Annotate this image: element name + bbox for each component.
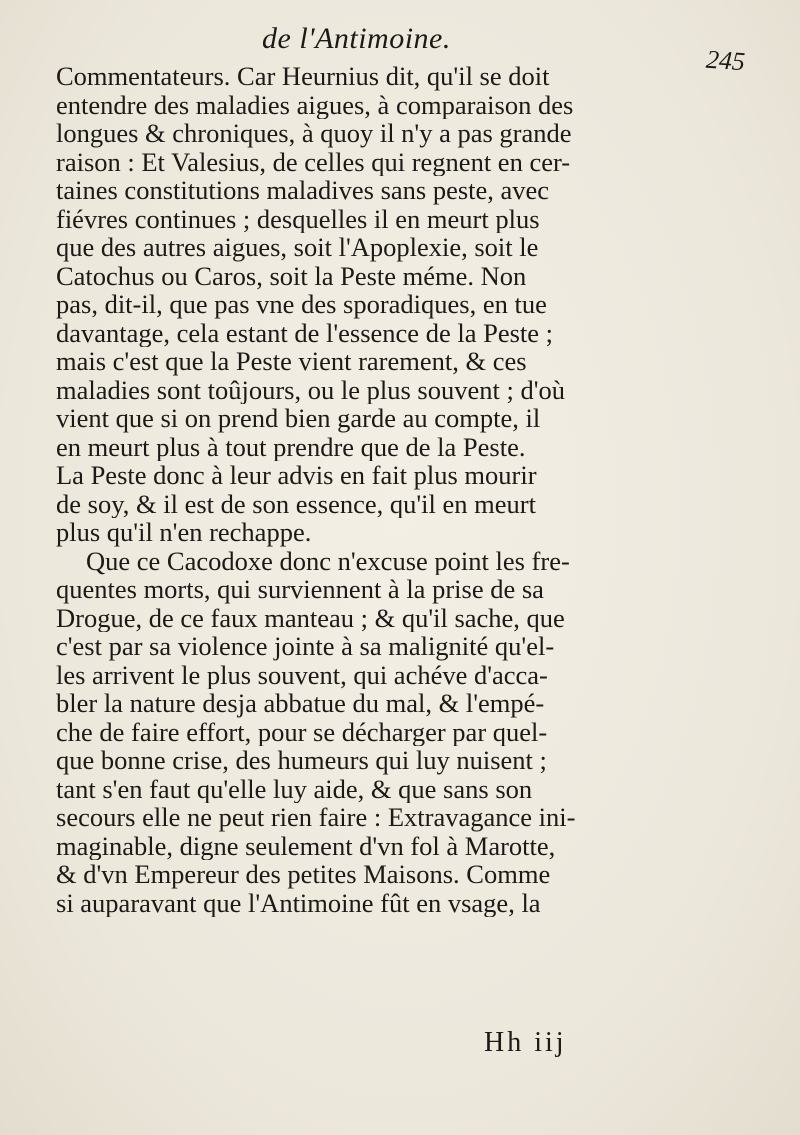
text-line: pas, dit-il, que pas vne des sporadiques, en tue (56, 290, 547, 319)
text-line: si auparavant que l'Antimoine fût en vsage, la (56, 888, 541, 917)
page-number: 245 (705, 44, 746, 77)
text-line: Catochus ou Caros, soit la Peste méme. Non (56, 261, 527, 290)
text-line: che de faire effort, pour se décharger par quel- (56, 717, 548, 746)
text-line: La Peste donc à leur advis en fait plus mourir (56, 461, 537, 490)
text-line: tant s'en faut qu'elle luy aide, & que sans son (56, 774, 533, 803)
text-line: mais c'est que la Peste vient rarement, & ces (56, 347, 527, 376)
text-line: vient que si on prend bien garde au compte, il (56, 404, 541, 433)
text-line: c'est par sa violence jointe à sa malignité qu'el- (56, 632, 555, 661)
paragraph (56, 62, 760, 547)
text-line: Drogue, de ce faux manteau ; & qu'il sache, que (56, 603, 565, 632)
text-line: que des autres aigues, soit l'Apoplexie, soit le (56, 233, 539, 262)
text-line: maginable, digne seulement d'vn fol à Marotte, (56, 831, 556, 860)
text-line: davantage, cela estant de l'essence de la Peste ; (56, 318, 554, 347)
text-line: les arrivent le plus souvent, qui achéve d'acca- (56, 660, 548, 689)
text-line: longues & chroniques, à quoy il n'y a pas grande (56, 119, 572, 148)
text-line: Commentateurs. Car Heurnius dit, qu'il se doit (56, 62, 550, 91)
paragraph (56, 547, 760, 918)
text-line: taines constitutions maladives sans peste, avec (56, 176, 550, 205)
text-line: Que ce Cacodoxe donc n'excuse point les fre- (86, 546, 570, 575)
text-line: quentes morts, qui surviennent à la prise de sa (56, 575, 544, 604)
text-line: plus qu'il n'en rechappe. (56, 518, 312, 547)
text-line: fiévres continues ; desquelles il en meurt plus (56, 204, 540, 233)
running-title: de l'Antimoine. (262, 22, 451, 55)
body-text (56, 62, 760, 917)
signature-mark: Hh iij (484, 1027, 567, 1058)
text-line: secours elle ne peut rien faire : Extravagance ini- (56, 803, 576, 832)
text-line: bler la nature desja abbatue du mal, & l'empé- (56, 689, 545, 718)
text-line: de soy, & il est de son essence, qu'il en meurt (56, 489, 536, 518)
text-line: en meurt plus à tout prendre que de la Peste. (56, 432, 526, 461)
text-line: & d'vn Empereur des petites Maisons. Comme (56, 860, 551, 889)
text-line: entendre des maladies aigues, à comparaison des (56, 90, 574, 119)
text-line: maladies sont toûjours, ou le plus souvent ; d'où (56, 375, 565, 404)
text-line: que bonne crise, des humeurs qui luy nuisent ; (56, 746, 547, 775)
text-line: raison : Et Valesius, de celles qui regnent en cer- (56, 147, 571, 176)
